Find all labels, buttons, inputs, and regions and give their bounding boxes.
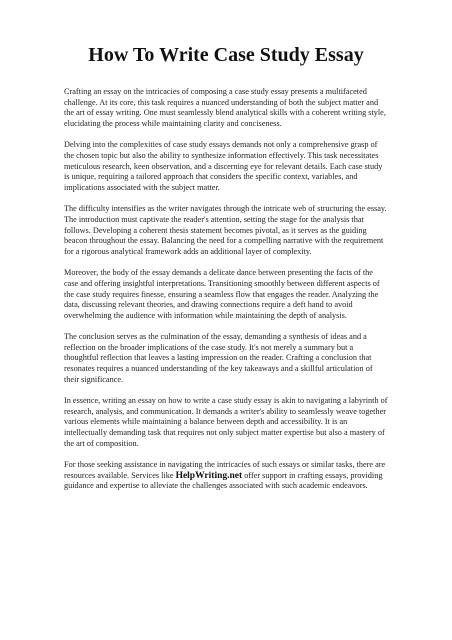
paragraph-assistance	[64, 460, 388, 492]
paragraph-intro: Crafting an essay on the intricacies of composing a case study essay presents a multifaceted challenge. At its core, this task requires a nuanced understanding of both the subject matter and the art of essay writing. One must seamlessly blend analytical skills with a coherent writing style, elucidating the process while maintaining clarity and conciseness.	[64, 87, 386, 128]
paragraph-complexities: Delving into the complexities of case study essays demands not only a comprehensive grasp of the chosen topic but also the ability to synthesize information effectively. This task necessitates meticulous research, keen observation, and a discerning eye for relevant details. Each case study is unique, requiring a tailored approach that considers the specific context, variables, and implications associated with the subject matter.	[64, 140, 383, 192]
paragraph-conclusion: The conclusion serves as the culmination of the essay, demanding a synthesis of ideas and a reflection on the broader implications of the case study. It's not merely a summary but a thoughtful reflection that leaves a lasting impression on the reader. Crafting a conclusion that resonates requires a nuanced understanding of the key takeaways and a skillful articulation of their significance.	[64, 332, 373, 384]
assistance-text-after: offer support in crafting essays, providing guidance and expertise to alleviate the challenges associated with such academic endeavors.	[64, 470, 383, 491]
brand-name: HelpWriting.net	[175, 470, 243, 481]
page-title: How To Write Case Study Essay	[88, 44, 364, 66]
paragraph-structure: The difficulty intensifies as the writer navigates through the intricate web of structuring the essay. The introduction must captivate the reader's attention, setting the stage for the analysis that follows. Developing a coherent thesis statement becomes pivotal, as it serves as the guiding beacon throughout the essay. Balancing the need for a compelling narrative with the requirement for a rigorous analytical framework adds an additional layer of complexity.	[64, 204, 387, 256]
assistance-text-before: For those seeking assistance in navigating the intricacies of such essays or similar tasks, there are resources available. Services like	[64, 460, 386, 480]
paragraph-essence: In essence, writing an essay on how to write a case study essay is akin to navigating a labyrinth of research, analysis, and communication. It demands a writer's ability to seamlessly weave together various elements while maintaining a balance between depth and accessibility. It is an intellectually demanding task that requires not only subject matter expertise but also a mastery of the art of composition.	[64, 396, 388, 448]
paragraph-body: Moreover, the body of the essay demands a delicate dance between presenting the facts of the case and offering insightful interpretations. Transitioning smoothly between different aspects of the case study requires finesse, ensuring a seamless flow that engages the reader. Analyzing the data, discussing relevant theories, and drawing connections require a deft hand to avoid overwhelming the audience with information while maintaining the depth of analysis.	[64, 268, 380, 320]
